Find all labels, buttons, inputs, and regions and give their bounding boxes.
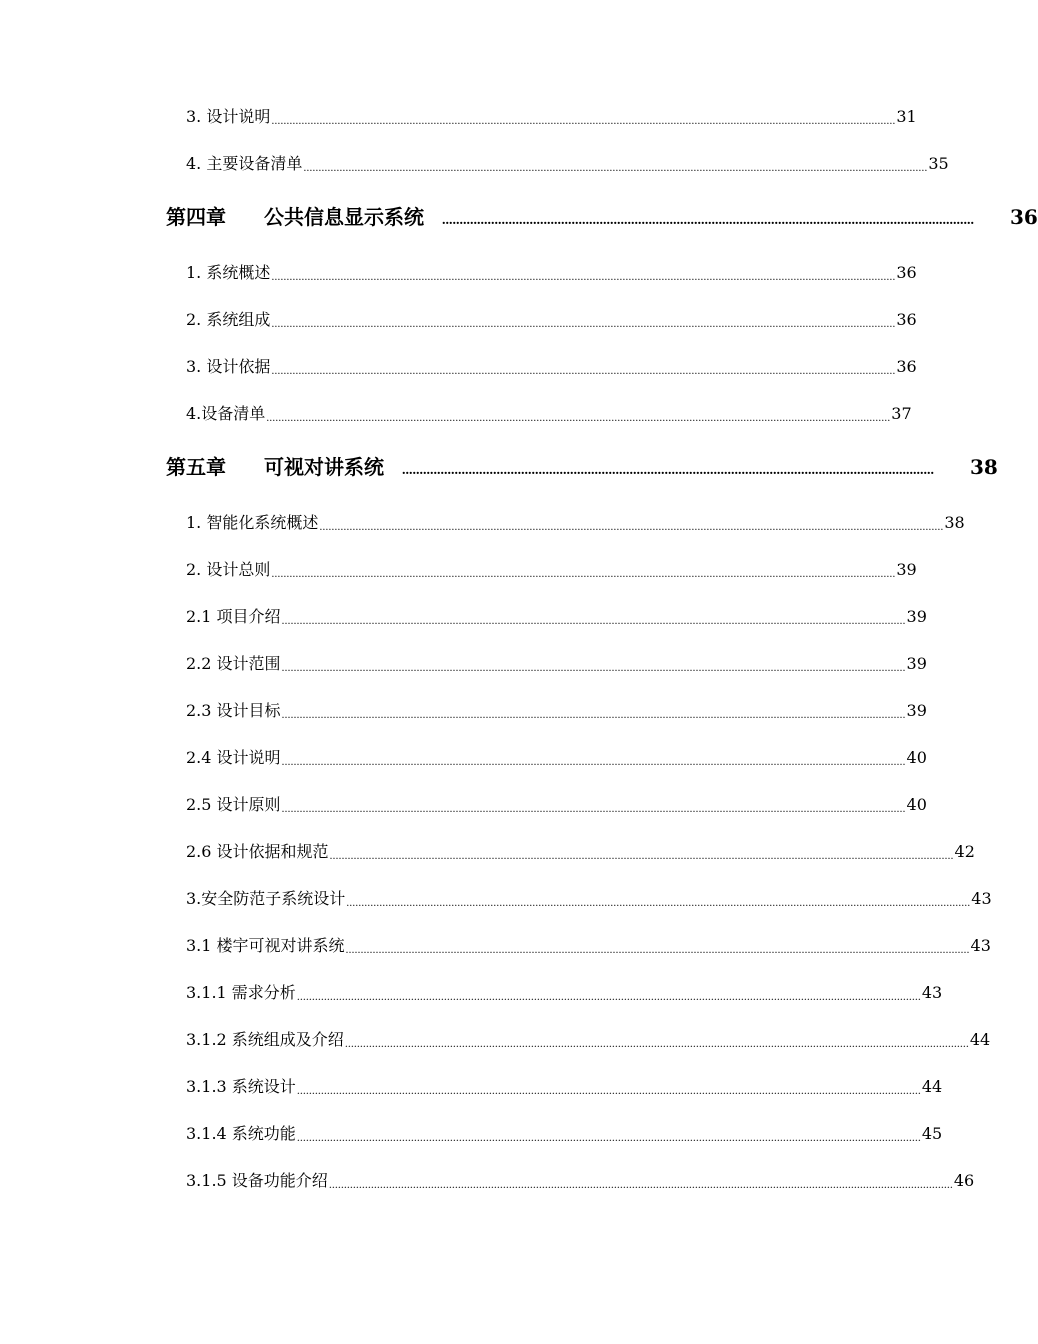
toc-entry-page: 35 — [928, 154, 949, 173]
toc-entry-page: 36 — [896, 357, 917, 376]
toc-entry[interactable] — [186, 652, 927, 676]
toc-entry[interactable] — [186, 840, 975, 864]
dot-leader: ................................................................................................................................................................................................................ — [296, 1083, 921, 1097]
toc-entry[interactable] — [186, 402, 912, 426]
toc-entry-label: 2.6 设计依据和规范 — [186, 842, 329, 861]
dot-leader: ................................................................................................................................................................................................................ — [271, 363, 896, 377]
toc-entry-page: 44 — [969, 1030, 991, 1049]
toc-entry-page: 44 — [921, 1077, 943, 1096]
dot-leader: ................................................................................................................................................................................................................ — [344, 1036, 969, 1050]
dot-leader: ................................................................................................................................................................................................................ — [281, 754, 906, 768]
chapter-title: 公共信息显示系统 — [264, 205, 424, 229]
dot-leader: ................................................................................................................................................................................................................ — [281, 801, 906, 815]
dot-leader: ........................................................................................................................................................ — [442, 213, 974, 228]
toc-entry[interactable] — [186, 152, 949, 176]
toc-entry-page: 39 — [906, 701, 927, 720]
toc-entry[interactable] — [186, 1028, 991, 1052]
toc-entry-page: 39 — [896, 560, 917, 579]
dot-leader: ................................................................................................................................................................................................................ — [319, 519, 944, 533]
toc-entry-label: 3. 设计说明 — [186, 107, 271, 126]
toc-entry-label: 2.1 项目介绍 — [186, 607, 281, 626]
dot-leader: ................................................................................................................................................................................................................ — [271, 566, 896, 580]
dot-leader: ................................................................................................................................................................................................................ — [296, 1130, 921, 1144]
toc-entry[interactable] — [186, 261, 917, 285]
dot-leader: ................................................................................................................................................................................................................ — [346, 895, 971, 909]
dot-leader: ................................................................................................................................................................................................................ — [328, 1177, 953, 1191]
toc-entry[interactable] — [186, 355, 917, 379]
toc-entry-page: 40 — [906, 748, 927, 767]
toc-entry-label: 2.2 设计范围 — [186, 654, 281, 673]
toc-entry[interactable] — [186, 1169, 975, 1193]
dot-leader: ................................................................................................................................................................................................................ — [296, 989, 921, 1003]
toc-entry[interactable] — [186, 605, 927, 629]
toc-entry[interactable] — [186, 699, 927, 723]
toc-entry[interactable] — [186, 746, 927, 770]
chapter-title: 可视对讲系统 — [264, 455, 384, 479]
toc-entry[interactable] — [186, 981, 943, 1005]
chapter-page: 38 — [970, 455, 998, 479]
toc-entry-label: 2. 系统组成 — [186, 310, 271, 329]
toc-entry-label: 1. 系统概述 — [186, 263, 271, 282]
toc-entry-page: 42 — [954, 842, 975, 861]
toc-entry-label: 1. 智能化系统概述 — [186, 513, 319, 532]
dot-leader: ................................................................................................................................................................................................................ — [271, 113, 896, 127]
toc-entry-label: 3.安全防范子系统设计 — [186, 889, 346, 908]
toc-entry-label: 3.1.5 设备功能介绍 — [186, 1171, 328, 1190]
toc-entry[interactable] — [186, 1075, 943, 1099]
toc-entry-label: 2.5 设计原则 — [186, 795, 281, 814]
toc-entry-label: 2.3 设计目标 — [186, 701, 281, 720]
toc-entry-page: 43 — [970, 936, 991, 955]
toc-entry-label: 3.1 楼宇可视对讲系统 — [186, 936, 345, 955]
toc-entry[interactable] — [186, 1122, 943, 1146]
toc-entry-label: 4.设备清单 — [186, 404, 266, 423]
toc-entry[interactable] — [186, 887, 992, 911]
dot-leader: ................................................................................................................................................................................................................ — [271, 316, 896, 330]
toc-entry-page: 37 — [891, 404, 912, 423]
toc-entry-page: 39 — [906, 654, 927, 673]
toc-entry-label: 2.4 设计说明 — [186, 748, 281, 767]
toc-entry-page: 38 — [944, 513, 965, 532]
chapter-number: 第五章 — [166, 455, 226, 479]
toc-entry-page: 36 — [896, 263, 917, 282]
toc-entry[interactable] — [186, 934, 991, 958]
toc-entry[interactable] — [186, 793, 927, 817]
toc-entry-page: 43 — [921, 983, 943, 1002]
dot-leader: ................................................................................................................................................................................................................ — [281, 613, 906, 627]
toc-entry-page: 39 — [906, 607, 927, 626]
toc-entry-label: 3.1.2 系统组成及介绍 — [186, 1030, 344, 1049]
dot-leader: ................................................................................................................................................................................................................ — [281, 660, 906, 674]
chapter-number: 第四章 — [166, 205, 226, 229]
chapter-page: 36 — [1010, 205, 1038, 229]
dot-leader: ........................................................................................................................................................ — [402, 463, 934, 478]
toc-entry[interactable] — [186, 511, 965, 535]
toc-entry-page: 31 — [896, 107, 917, 126]
dot-leader: ................................................................................................................................................................................................................ — [345, 942, 970, 956]
toc-entry-page: 43 — [971, 889, 992, 908]
toc-entry-label: 3. 设计依据 — [186, 357, 271, 376]
toc-entry-label: 4. 主要设备清单 — [186, 154, 303, 173]
toc-entry-label: 2. 设计总则 — [186, 560, 271, 579]
toc-entry[interactable] — [186, 105, 917, 129]
dot-leader: ................................................................................................................................................................................................................ — [303, 160, 928, 174]
dot-leader: ................................................................................................................................................................................................................ — [266, 410, 891, 424]
toc-chapter[interactable] — [166, 202, 1038, 232]
toc-entry[interactable] — [186, 308, 917, 332]
toc-entry-page: 36 — [896, 310, 917, 329]
dot-leader: ................................................................................................................................................................................................................ — [271, 269, 896, 283]
dot-leader: ................................................................................................................................................................................................................ — [281, 707, 906, 721]
toc-entry-page: 45 — [921, 1124, 943, 1143]
toc-chapter[interactable] — [166, 452, 998, 482]
toc-entry-page: 46 — [953, 1171, 975, 1190]
toc-entry-label: 3.1.4 系统功能 — [186, 1124, 296, 1143]
toc-entry[interactable] — [186, 558, 917, 582]
dot-leader: ................................................................................................................................................................................................................ — [329, 848, 954, 862]
toc-entry-page: 40 — [906, 795, 927, 814]
toc-entry-label: 3.1.1 需求分析 — [186, 983, 296, 1002]
toc-entry-label: 3.1.3 系统设计 — [186, 1077, 296, 1096]
